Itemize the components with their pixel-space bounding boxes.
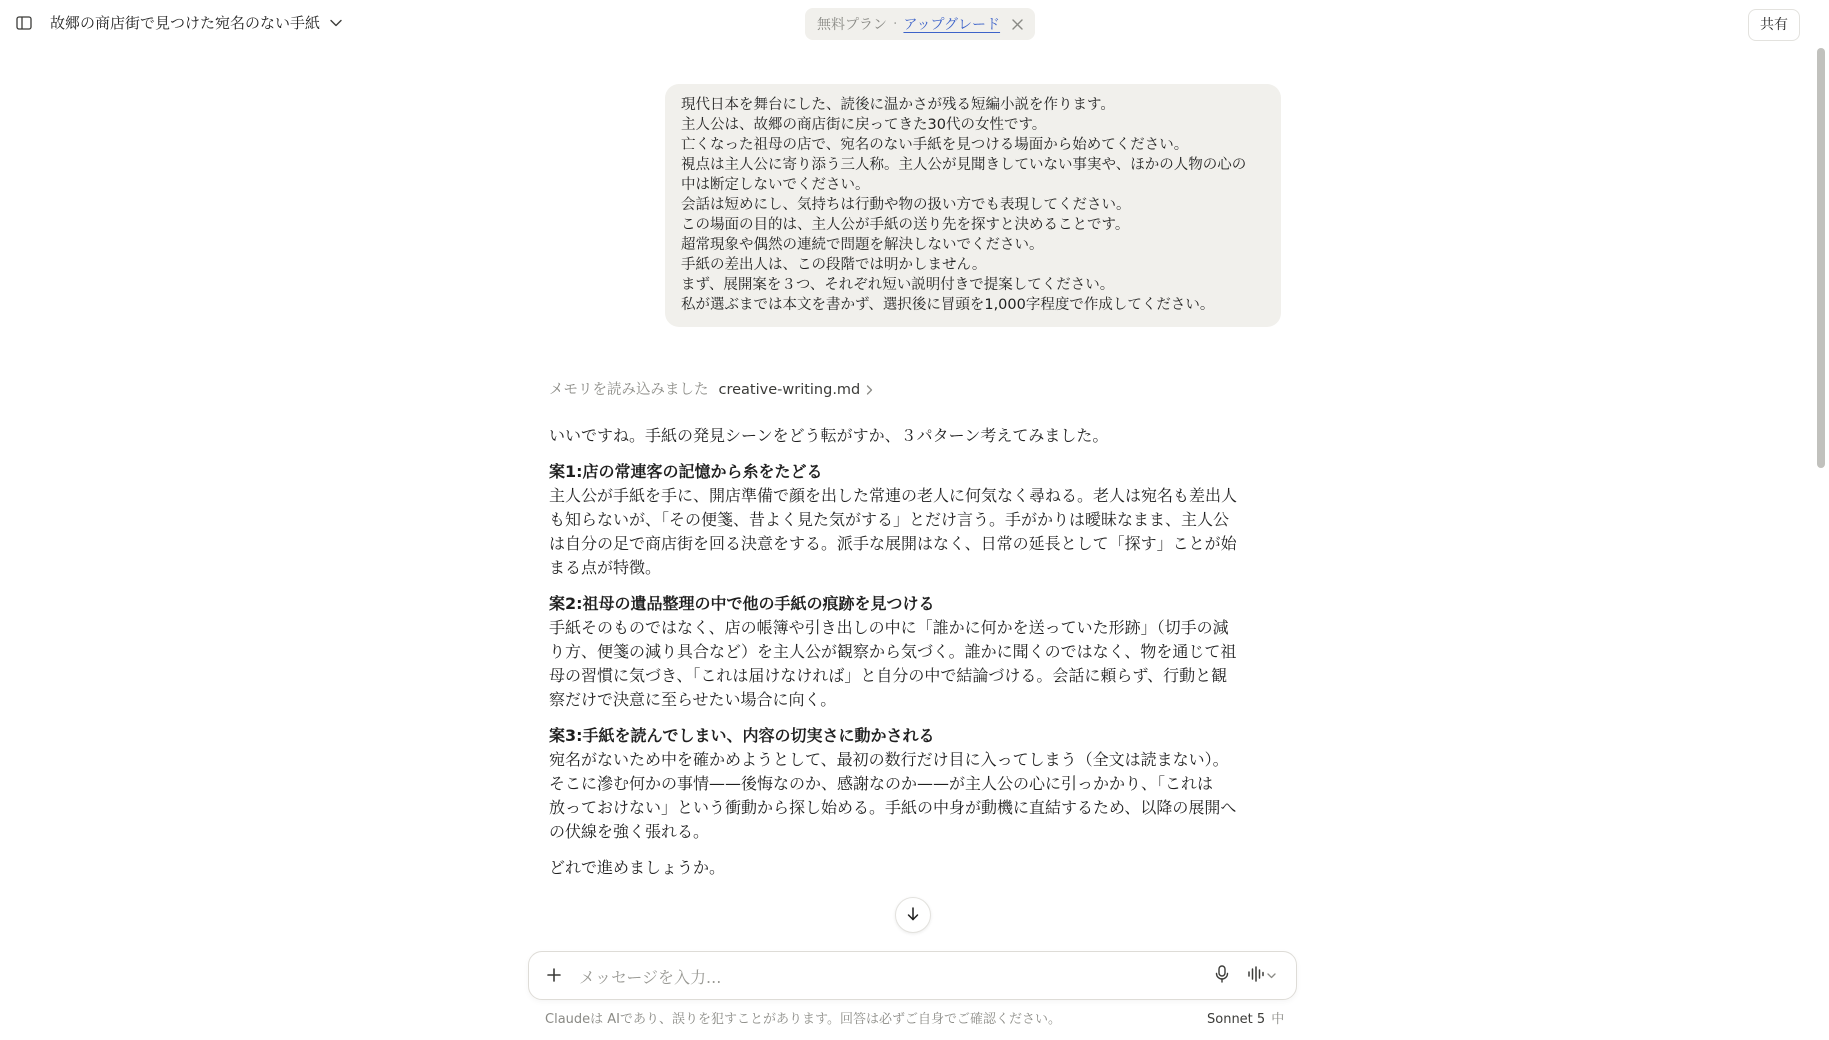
message-input[interactable] [577, 962, 1181, 992]
ai-disclaimer: Claudeは AIであり、誤りを犯すことがあります。回答は必ずご自身でご確認ください。 [545, 1012, 1061, 1027]
scrollbar-thumb[interactable] [1817, 48, 1825, 468]
option-line: は自分の足で商店街を回る決意をする。派手な展開はなく、日常の延長として「探す」ことが始 [549, 534, 1237, 553]
memory-label: メモリを読み込みました [549, 382, 709, 398]
option-line: まる点が特徴。 [549, 558, 662, 577]
dictation-button[interactable] [1211, 965, 1233, 987]
option-line: の伏線を強く張れる。 [549, 822, 710, 841]
effort-level: 中 [1271, 1012, 1285, 1027]
plan-banner [805, 8, 1035, 40]
chevron-down-icon [1267, 973, 1276, 979]
user-message-line: 会話は短めにし、気持ちは行動や物の扱い方でも表現してください。 [681, 197, 1131, 213]
assistant-message [549, 424, 1249, 880]
user-message-line: 視点は主人公に寄り添う三人称。主人公が見聞きしていない事実や、ほかの人物の心の [681, 157, 1247, 173]
option-line: 察だけで決意に至らせたい場合に向く。 [549, 690, 837, 709]
option-title: 案2:祖母の遺品整理の中で他の手紙の痕跡を見つける [549, 594, 935, 613]
user-message-line: 現代日本を舞台にした、読後に温かさが残る短編小説を作ります。 [681, 97, 1115, 113]
user-message-line: 私が選ぶまでは本文を書かず、選択後に冒頭を1,000字程度で作成してください。 [681, 297, 1215, 313]
memory-loaded-indicator[interactable] [549, 379, 873, 401]
memory-file-name: creative-writing.md [718, 382, 861, 398]
plan-separator: · [893, 16, 898, 32]
option-title: 案1:店の常連客の記憶から糸をたどる [549, 462, 823, 481]
option-block [549, 460, 1249, 580]
assistant-closing: どれで進めましょうか。 [549, 858, 726, 877]
model-selector[interactable] [1207, 1010, 1284, 1030]
option-line: も知らないが、「その便箋、昔よく見た気がする」とだけ言う。手がかりは曖昧なまま、主人公 [549, 510, 1230, 529]
option-line: 宛名がないため中を確かめようとして、最初の数行だけ目に入ってしまう（全文は読まない）。 [549, 750, 1229, 769]
chevron-down-icon [330, 19, 342, 27]
share-button[interactable]: 共有 [1748, 9, 1800, 41]
option-line: 母の習慣に気づき、「これは届けなければ」と自分の中で結論づける。会話に頼らず、行動と観 [549, 666, 1228, 685]
option-line: 主人公が手紙を手に、開店準備で顔を出した常連の老人に何気なく尋ねる。老人は宛名も差出人 [549, 486, 1238, 505]
top-bar [0, 0, 1829, 48]
user-message [665, 84, 1281, 327]
waveform-icon [1247, 966, 1265, 986]
conversation-title: 故郷の商店街で見つけた宛名のない手紙 [50, 14, 321, 32]
user-message-line: 超常現象や偶然の連続で問題を解決しないでください。 [681, 237, 1044, 253]
chevron-right-icon [866, 385, 873, 395]
conversation-title-button[interactable] [50, 12, 342, 34]
plus-icon [547, 967, 561, 986]
option-block [549, 724, 1249, 844]
sidebar-toggle-button[interactable] [14, 14, 34, 34]
attach-button[interactable] [543, 965, 565, 987]
microphone-icon [1215, 965, 1229, 987]
user-message-line: まず、展開案を３つ、それぞれ短い説明付きで提案してください。 [681, 277, 1115, 293]
plan-label: 無料プラン [817, 17, 887, 33]
user-message-line: 中は断定しないでください。 [681, 177, 870, 193]
option-title: 案3:手紙を読んでしまい、内容の切実さに動かされる [549, 726, 935, 745]
option-line: り方、便箋の減り具合など）を主人公が観察から気づく。誰かに聞くのではなく、物を通じて祖 [549, 642, 1237, 661]
option-line: 放っておけない」という衝動から探し始める。手紙の中身が動機に直結するため、以降の展開へ [549, 798, 1237, 817]
option-block [549, 592, 1249, 712]
close-icon[interactable] [1012, 19, 1023, 30]
model-name: Sonnet 5 [1207, 1012, 1266, 1027]
upgrade-link[interactable]: アップグレード [903, 17, 1001, 33]
user-message-line: 主人公は、故郷の商店街に戻ってきた30代の女性です。 [681, 117, 1047, 133]
user-message-line: 手紙の差出人は、この段階では明かしません。 [681, 257, 987, 273]
sidebar-icon [16, 15, 32, 34]
assistant-intro: いいですね。手紙の発見シーンをどう転がすか、３パターン考えてみました。 [549, 426, 1109, 445]
option-line: 手紙そのものではなく、店の帳簿や引き出しの中に「誰かに何かを送っていた形跡」（切手の減 [549, 618, 1229, 637]
voice-mode-button[interactable] [1247, 965, 1276, 987]
option-line: そこに滲む何かの事情——後悔なのか、感謝なのか——が主人公の心に引っかかり、「これは [549, 774, 1214, 793]
message-composer [528, 951, 1297, 1000]
user-message-line: 亡くなった祖母の店で、宛名のない手紙を見つける場面から始めてください。 [681, 137, 1189, 153]
scroll-to-bottom-button[interactable] [895, 897, 931, 933]
arrow-down-icon [907, 906, 919, 925]
user-message-line: この場面の目的は、主人公が手紙の送り先を探すと決めることです。 [681, 217, 1130, 233]
